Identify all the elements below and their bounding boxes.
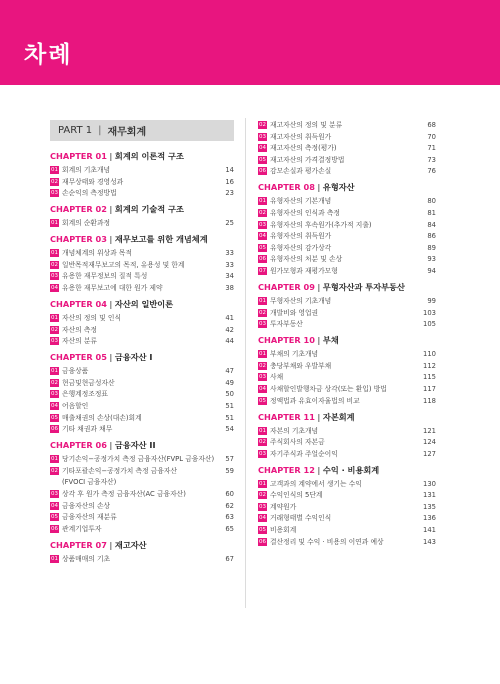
entry-page-number: 84 — [427, 220, 436, 229]
entry-title: 회계의 순환과정 — [62, 219, 111, 228]
chapter-heading[interactable] — [50, 352, 234, 363]
entry-page-number: 16 — [225, 177, 234, 186]
entry-page-number: 68 — [427, 121, 436, 129]
entry-page-number: 121 — [423, 426, 436, 435]
toc-entry[interactable] — [258, 479, 436, 489]
chapter-separator: | — [106, 440, 115, 451]
entry-title: 매출채권의 손상(대손)회계 — [62, 413, 142, 422]
entry-title: 충당부채와 우발부채 — [270, 361, 332, 370]
toc-entry[interactable] — [258, 166, 436, 176]
entry-page-number: 33 — [225, 260, 234, 269]
entry-page-number: 62 — [225, 501, 234, 510]
entry-title: 금융자산의 재분류 — [62, 513, 117, 522]
toc-entry[interactable] — [258, 384, 436, 394]
entry-title: 자산의 정의 및 인식 — [62, 313, 122, 322]
toc-entry[interactable] — [258, 426, 436, 436]
entry-page-number: 103 — [423, 308, 436, 317]
entry-title: 현금및현금성자산 — [62, 378, 115, 387]
entry-number-badge: 03 — [51, 490, 58, 497]
entry-title: 관계기업투자 — [62, 524, 102, 533]
chapter-label: CHAPTER 06 — [50, 440, 107, 451]
toc-right-column — [258, 120, 436, 548]
entry-page-number: 50 — [225, 390, 234, 399]
entry-number-badge: 05 — [259, 527, 266, 534]
chapter-label: CHAPTER 05 — [50, 352, 107, 363]
toc-entry[interactable] — [50, 389, 234, 399]
column-divider — [245, 118, 246, 608]
entry-title: 개념체계의 위상과 목적 — [62, 249, 132, 258]
entry-number-badge: 02 — [51, 467, 58, 474]
chapter-label: CHAPTER 04 — [50, 298, 107, 309]
toc-entry[interactable] — [258, 254, 436, 264]
toc-entry[interactable] — [258, 220, 436, 230]
entry-number-badge: 04 — [259, 515, 266, 522]
toc-entry[interactable] — [50, 424, 234, 434]
entry-number-badge: 02 — [259, 309, 266, 316]
toc-entry[interactable] — [50, 188, 234, 198]
toc-entry[interactable] — [258, 525, 436, 535]
chapter-title: 회계의 이론적 구조 — [114, 151, 184, 161]
entry-number-badge: 01 — [51, 167, 58, 173]
entry-number-badge: 06 — [259, 538, 266, 545]
entry-title: 재고자산의 취득원가 — [270, 132, 332, 141]
entry-title: 금융자산의 손상 — [62, 501, 111, 510]
entry-number-badge: 02 — [259, 122, 266, 128]
entry-page-number: 47 — [225, 367, 234, 376]
entry-page-number: 94 — [427, 266, 436, 275]
toc-entry[interactable] — [258, 361, 436, 371]
entry-title: 금융상품 — [62, 367, 89, 376]
entry-number-badge: 03 — [51, 338, 58, 345]
entry-number-badge: 02 — [259, 439, 266, 446]
chapter-separator: | — [106, 204, 115, 215]
entry-number-badge: 02 — [51, 326, 58, 333]
entry-number-badge: 05 — [51, 514, 58, 521]
toc-entry[interactable] — [50, 378, 234, 388]
entry-number-badge: 03 — [259, 450, 266, 457]
entry-page-number: 130 — [423, 479, 436, 488]
entry-page-number: 99 — [427, 296, 436, 305]
chapter-label: CHAPTER 02 — [50, 204, 107, 215]
chapter-heading[interactable] — [50, 299, 234, 310]
entry-number-badge: 01 — [51, 220, 58, 227]
entry-number-badge: 01 — [259, 480, 266, 487]
chapter-heading[interactable] — [258, 465, 436, 476]
entry-title: 자본의 기초개념 — [270, 426, 319, 435]
entry-number-badge: 02 — [51, 379, 58, 386]
part-label: PART 1 — [58, 125, 93, 136]
entry-number-badge: 06 — [259, 168, 266, 175]
entry-number-badge: 01 — [259, 427, 266, 434]
entry-page-number: 76 — [427, 167, 436, 176]
chapter-heading[interactable] — [50, 234, 234, 245]
entry-page-number: 14 — [225, 166, 234, 174]
toc-entry[interactable] — [258, 231, 436, 241]
entry-number-badge: 03 — [51, 391, 58, 398]
chapter-title: 자본회계 — [322, 411, 355, 422]
chapter-heading[interactable] — [258, 182, 436, 193]
entry-title: 재무상태와 경영성과 — [62, 177, 124, 186]
chapter-separator: | — [106, 539, 115, 550]
entry-title: 유형자산의 기본개념 — [270, 197, 332, 206]
entry-page-number: 93 — [427, 255, 436, 264]
entry-title: (FVOCI 금융자산) — [62, 478, 117, 487]
chapter-title: 재고자산 — [114, 539, 147, 550]
entry-number-badge: 03 — [259, 221, 266, 228]
toc-entry[interactable] — [258, 266, 436, 276]
toc-entry[interactable] — [50, 401, 234, 411]
toc-entry[interactable] — [50, 454, 234, 464]
entry-number-badge: 02 — [259, 362, 266, 369]
entry-page-number: 143 — [423, 537, 436, 546]
entry-title: 주식회사의 자본금 — [270, 438, 325, 447]
entry-page-number: 86 — [427, 232, 436, 241]
entry-number-badge: 03 — [259, 374, 266, 381]
entry-number-badge: 01 — [51, 456, 58, 463]
entry-number-badge: 06 — [51, 525, 58, 532]
entry-number-badge: 03 — [51, 190, 58, 197]
toc-entry[interactable] — [258, 372, 436, 382]
entry-title: 유형자산의 취득원가 — [270, 232, 332, 241]
entry-page-number: 136 — [423, 514, 436, 523]
entry-title: 유형자산의 감가상각 — [270, 243, 332, 252]
entry-title: 비용회계 — [270, 526, 297, 535]
entry-number-badge: 01 — [259, 297, 266, 304]
toc-entry[interactable] — [258, 243, 436, 253]
entry-title: 투자부동산 — [270, 320, 303, 329]
entry-page-number: 51 — [225, 413, 234, 422]
chapter-separator: | — [106, 151, 115, 161]
entry-page-number: 115 — [423, 373, 436, 382]
entry-number-badge: 02 — [51, 261, 58, 268]
entry-title: 거래형태별 수익인식 — [270, 514, 332, 523]
entry-page-number: 81 — [427, 208, 436, 217]
entry-title: 수익인식의 5단계 — [270, 491, 323, 500]
entry-page-number: 63 — [225, 513, 234, 522]
entry-title: 자기주식과 주얼순이익 — [270, 449, 338, 458]
entry-title: 당기손익−공정가치 측정 금융자산(FVPL 금융자산) — [62, 455, 215, 464]
chapter-heading[interactable] — [50, 204, 234, 215]
entry-page-number: 34 — [225, 272, 234, 281]
entry-title: 일반목적재무보고의 목적, 유용성 및 한계 — [62, 260, 185, 269]
entry-title: 원가모형과 재평가모형 — [270, 266, 338, 275]
entry-number-badge: 04 — [259, 385, 266, 392]
chapter-separator: | — [106, 298, 115, 309]
entry-title: 유용한 재무정보의 질적 특성 — [62, 272, 148, 281]
entry-title: 정액법과 유효이자율법의 비교 — [270, 396, 360, 405]
chapter-separator: | — [314, 464, 323, 475]
entry-title: 자산의 측정 — [62, 325, 97, 334]
toc-entry[interactable] — [50, 271, 234, 281]
entry-number-badge: 05 — [259, 397, 266, 404]
toc-entry[interactable] — [50, 366, 234, 376]
chapter-title: 회계의 기술적 구조 — [114, 204, 184, 215]
chapter-label: CHAPTER 08 — [258, 182, 315, 193]
entry-page-number: 131 — [423, 491, 436, 500]
entry-title: 상각 후 원가 측정 금융자산(AC 금융자산) — [62, 489, 186, 498]
chapter-heading[interactable] — [50, 151, 234, 162]
entry-page-number: 51 — [225, 401, 234, 410]
toc-entry[interactable] — [50, 466, 234, 476]
entry-page-number: 23 — [225, 189, 234, 198]
toc-left-column — [50, 120, 234, 565]
toc-entry[interactable] — [50, 177, 234, 187]
entry-page-number: 135 — [423, 502, 436, 511]
part-header — [50, 120, 234, 141]
page-title: 차례 — [24, 42, 73, 68]
toc-entry[interactable] — [258, 502, 436, 512]
entry-page-number: 57 — [225, 455, 234, 464]
entry-title: 기타포괄손익−공정가치 측정 금융자산 — [62, 466, 178, 475]
chapter-label: CHAPTER 11 — [258, 411, 315, 422]
entry-page-number: 124 — [423, 438, 436, 447]
entry-page-number: 70 — [427, 132, 436, 141]
entry-title: 유형자산의 인식과 측정 — [270, 208, 340, 217]
entry-page-number: 141 — [423, 526, 436, 535]
entry-page-number: 105 — [423, 320, 436, 329]
toc-entry[interactable] — [50, 218, 234, 228]
entry-page-number: 127 — [423, 449, 436, 458]
chapter-heading[interactable] — [258, 282, 436, 293]
entry-title: 상품매매의 기초 — [62, 554, 111, 563]
entry-number-badge: 05 — [51, 414, 58, 421]
entry-page-number: 25 — [225, 219, 234, 228]
toc-entry[interactable] — [50, 477, 234, 487]
toc-entry[interactable] — [50, 554, 234, 564]
entry-title: 어음할인 — [62, 401, 89, 410]
entry-title: 사채할인발행차금 상각(또는 환입) 방법 — [270, 384, 387, 393]
toc-entry[interactable] — [50, 413, 234, 423]
entry-title: 회계의 기초개념 — [62, 166, 111, 174]
entry-page-number: 60 — [225, 489, 234, 498]
entry-page-number: 67 — [225, 554, 234, 563]
toc-entry[interactable] — [258, 296, 436, 306]
toc-entry[interactable] — [50, 501, 234, 511]
entry-number-badge: 05 — [259, 156, 266, 163]
entry-title: 기타 채권과 채무 — [62, 425, 113, 434]
entry-title: 자산의 분류 — [62, 337, 97, 346]
entry-title: 결산정리 및 수익 · 비용의 이연과 예상 — [270, 537, 384, 546]
chapter-separator: | — [314, 411, 323, 422]
entry-page-number: 118 — [423, 396, 436, 405]
toc-entry[interactable] — [258, 437, 436, 447]
chapter-title: 유형자산 — [322, 182, 355, 193]
entry-page-number: 41 — [225, 313, 234, 322]
entry-number-badge: 05 — [259, 244, 266, 251]
toc-entry[interactable] — [50, 165, 234, 175]
toc-entry[interactable] — [50, 260, 234, 270]
toc-entry[interactable] — [258, 155, 436, 165]
chapter-title: 자산의 일반이론 — [114, 298, 174, 309]
entry-number-badge: 04 — [259, 145, 266, 152]
entry-title: 무형자산의 기초개념 — [270, 296, 332, 305]
part-separator: | — [98, 125, 102, 136]
entry-title: 유형자산의 후속원가(추가적 지출) — [270, 220, 372, 229]
entry-number-badge: 07 — [259, 267, 266, 274]
chapter-heading[interactable] — [258, 335, 436, 346]
chapter-separator: | — [314, 182, 323, 193]
toc-entry[interactable] — [50, 489, 234, 499]
entry-number-badge: 03 — [259, 503, 266, 510]
entry-number-badge: 06 — [51, 426, 58, 433]
toc-entry[interactable] — [50, 325, 234, 335]
entry-title: 개발비와 영업권 — [270, 308, 319, 317]
entry-page-number: 73 — [427, 155, 436, 164]
chapter-separator: | — [314, 335, 323, 346]
chapter-separator: | — [106, 234, 115, 245]
entry-title: 부채의 기초개념 — [270, 350, 319, 359]
toc-entry[interactable] — [258, 396, 436, 406]
toc-entry[interactable] — [258, 308, 436, 318]
entry-title: 사채 — [270, 373, 284, 382]
entry-number-badge: 03 — [259, 133, 266, 140]
toc-entry[interactable] — [50, 248, 234, 258]
entry-page-number: 71 — [427, 144, 436, 153]
toc-entry[interactable] — [258, 537, 436, 547]
entry-page-number: 80 — [427, 197, 436, 206]
entry-number-badge: 01 — [51, 555, 58, 562]
entry-number-badge: 03 — [51, 273, 58, 280]
entry-page-number: 117 — [423, 384, 436, 393]
entry-number-badge: 04 — [259, 233, 266, 240]
entry-number-badge: 01 — [51, 314, 58, 321]
entry-page-number: 65 — [225, 524, 234, 533]
entry-page-number: 38 — [225, 283, 234, 292]
entry-number-badge: 04 — [51, 502, 58, 509]
entry-page-number: 89 — [427, 243, 436, 252]
toc-entry[interactable] — [258, 196, 436, 206]
entry-page-number: 110 — [423, 350, 436, 359]
entry-number-badge: 01 — [51, 250, 58, 257]
entry-page-number: 59 — [225, 466, 234, 475]
toc-entry[interactable] — [50, 283, 234, 293]
toc-entry[interactable] — [258, 143, 436, 153]
entry-title: 유용한 재무보고에 대한 원가 제약 — [62, 283, 163, 292]
entry-title: 손순익의 측정방법 — [62, 189, 117, 198]
entry-number-badge: 02 — [259, 492, 266, 499]
part-name: 재무회계 — [107, 127, 147, 138]
toc-entry[interactable] — [258, 490, 436, 500]
toc-entry[interactable] — [258, 132, 436, 142]
chapter-label: CHAPTER 03 — [50, 234, 107, 245]
toc-entry[interactable] — [258, 319, 436, 329]
entry-number-badge: 04 — [51, 402, 58, 409]
entry-number-badge: 01 — [51, 368, 58, 375]
toc-entry[interactable] — [50, 313, 234, 323]
entry-number-badge: 03 — [259, 321, 266, 328]
toc-entry[interactable] — [258, 349, 436, 359]
toc-entry[interactable] — [50, 524, 234, 534]
entry-page-number: 42 — [225, 325, 234, 334]
chapter-title: 수익 · 비용회계 — [322, 464, 380, 475]
entry-page-number: 33 — [225, 249, 234, 258]
entry-page-number: 112 — [423, 361, 436, 370]
entry-number-badge: 06 — [259, 256, 266, 263]
entry-number-badge: 01 — [259, 351, 266, 358]
toc-entry[interactable] — [258, 208, 436, 218]
chapter-title: 금융자산 I — [114, 352, 153, 363]
entry-title: 고객과의 계약에서 생기는 수익 — [270, 479, 362, 488]
chapter-heading[interactable] — [258, 412, 436, 423]
entry-number-badge: 04 — [51, 284, 58, 291]
entry-number-badge — [50, 478, 59, 486]
toc-entry[interactable] — [258, 449, 436, 459]
entry-number-badge: 02 — [51, 178, 58, 185]
chapter-label: CHAPTER 10 — [258, 335, 315, 346]
chapter-title: 재무보고를 위한 개념체계 — [114, 234, 208, 245]
toc-entry[interactable] — [50, 336, 234, 346]
entry-title: 유형자산의 처분 및 손상 — [270, 255, 343, 264]
toc-entry[interactable] — [258, 120, 436, 130]
chapter-label: CHAPTER 09 — [258, 281, 315, 292]
entry-title: 재고자산의 정의 및 분류 — [270, 121, 343, 129]
entry-page-number: 49 — [225, 378, 234, 387]
chapter-title: 무형자산과 투자부동산 — [322, 281, 405, 292]
entry-number-badge: 02 — [259, 209, 266, 216]
chapter-label: CHAPTER 12 — [258, 464, 315, 475]
chapter-label: CHAPTER 01 — [50, 151, 107, 161]
chapter-label: CHAPTER 07 — [50, 539, 107, 550]
entry-title: 계약원가 — [270, 502, 297, 511]
entry-title: 감모손실과 평가손실 — [270, 167, 332, 176]
toc-entry[interactable] — [50, 512, 234, 522]
chapter-separator: | — [314, 281, 323, 292]
header-banner — [0, 0, 500, 85]
chapter-separator: | — [106, 352, 115, 363]
entry-title: 재고자산의 가격결정방법 — [270, 155, 345, 164]
entry-number-badge: 01 — [259, 198, 266, 205]
entry-title: 은행계정조정표 — [62, 390, 108, 399]
chapter-title: 금융자산 II — [114, 440, 156, 451]
chapter-heading[interactable] — [50, 440, 234, 451]
chapter-heading[interactable] — [50, 540, 234, 551]
entry-page-number: 44 — [225, 337, 234, 346]
entry-title: 재고자산의 측정(평가) — [270, 144, 337, 153]
entry-page-number: 54 — [225, 425, 234, 434]
chapter-title: 부채 — [322, 335, 339, 346]
toc-entry[interactable] — [258, 513, 436, 523]
